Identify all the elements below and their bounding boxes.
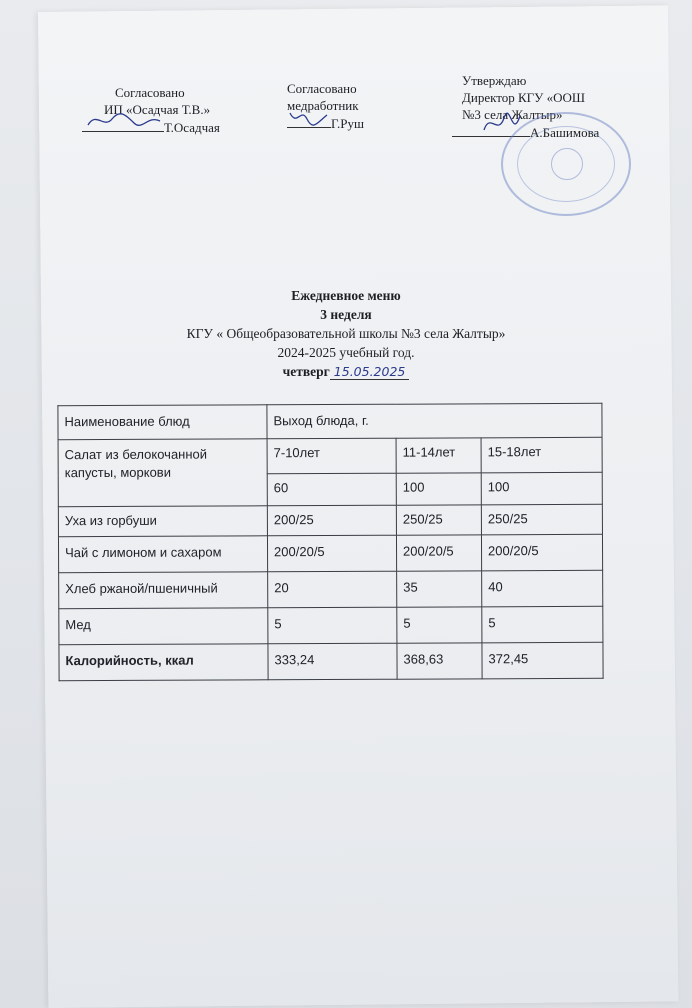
value-cell: 200/25	[267, 505, 396, 536]
table-row	[59, 570, 603, 608]
day-label: четверг	[282, 364, 330, 379]
dish-name: Мед	[59, 608, 268, 645]
value-cell: 5	[397, 607, 482, 643]
value-cell: 250/25	[481, 504, 602, 535]
table-header-row	[58, 403, 602, 439]
approval-right-signature-name: А.Башимова	[530, 125, 600, 140]
value-cell: 250/25	[396, 505, 481, 535]
approval-left-sign	[82, 119, 220, 136]
emblem-icon	[551, 148, 583, 180]
dish-name: Чай с лимоном и сахаром	[58, 536, 267, 573]
signature-middle	[287, 115, 331, 128]
title-day-line	[0, 362, 692, 381]
signature-scribble-icon	[287, 109, 333, 127]
dish-name: Уха из горбуши	[58, 506, 267, 537]
age-group-3: 15-18лет	[481, 437, 602, 473]
age-group-2: 11-14лет	[396, 438, 481, 473]
value-cell: 35	[397, 571, 482, 607]
handwritten-date: 15.05.2025	[330, 364, 410, 380]
approval-left-line1: Согласовано	[115, 85, 185, 100]
value-cell: 200/20/5	[396, 535, 481, 571]
approval-right-line3: №3 села Жалтыр»	[462, 107, 563, 122]
title-line4: 2024-2025 учебный год.	[277, 345, 415, 360]
calories-value: 333,24	[268, 643, 397, 680]
header-output: Выход блюда, г.	[267, 403, 602, 438]
menu-table	[57, 403, 603, 681]
table-row	[59, 606, 603, 644]
value-cell: 40	[482, 570, 603, 607]
value-cell: 20	[268, 571, 397, 608]
title-line1: Ежедневное меню	[291, 288, 401, 303]
approval-left-signature-name: Т.Осадчая	[164, 120, 220, 135]
dish-name: Хлеб ржаной/пшеничный	[59, 572, 268, 609]
value-cell: 5	[482, 606, 603, 643]
approval-middle-line1: Согласовано	[287, 81, 357, 96]
signature-scribble-icon	[86, 113, 168, 129]
approval-left-line2: ИП «Осадчая Т.В.»	[104, 102, 211, 117]
table-row	[58, 534, 602, 572]
age-group-1: 7-10лет	[267, 438, 396, 474]
document-title	[0, 286, 692, 381]
value-cell: 100	[396, 473, 481, 505]
approval-middle-line2: медработник	[287, 98, 359, 113]
table-row	[58, 504, 602, 536]
signature-left	[82, 119, 164, 132]
title-line3: КГУ « Общеобразовательной школы №3 села Жалтыр»	[186, 326, 506, 341]
calories-label: Калорийность, ккал	[59, 644, 268, 681]
official-stamp	[501, 112, 631, 216]
calories-value: 368,63	[397, 643, 482, 679]
approval-right-line2: Директор КГУ «ООШ	[462, 90, 586, 105]
title-line2: 3 неделя	[320, 307, 372, 322]
value-cell: 5	[268, 607, 397, 644]
value-cell: 100	[481, 472, 602, 505]
approval-middle-sign	[287, 115, 364, 132]
approval-middle-signature-name: Г.Руш	[331, 116, 365, 131]
calories-value: 372,45	[482, 642, 603, 679]
dish-name: Салат из белокочанной капусты, моркови	[58, 439, 267, 507]
value-cell: 60	[267, 473, 396, 506]
value-cell: 200/20/5	[481, 534, 602, 571]
approval-left	[115, 84, 185, 101]
table-row	[58, 437, 602, 474]
calories-row	[59, 642, 603, 680]
approval-right-line1: Утверждаю	[462, 73, 527, 88]
header-dish: Наименование блюд	[58, 405, 267, 440]
value-cell: 200/20/5	[267, 535, 396, 572]
